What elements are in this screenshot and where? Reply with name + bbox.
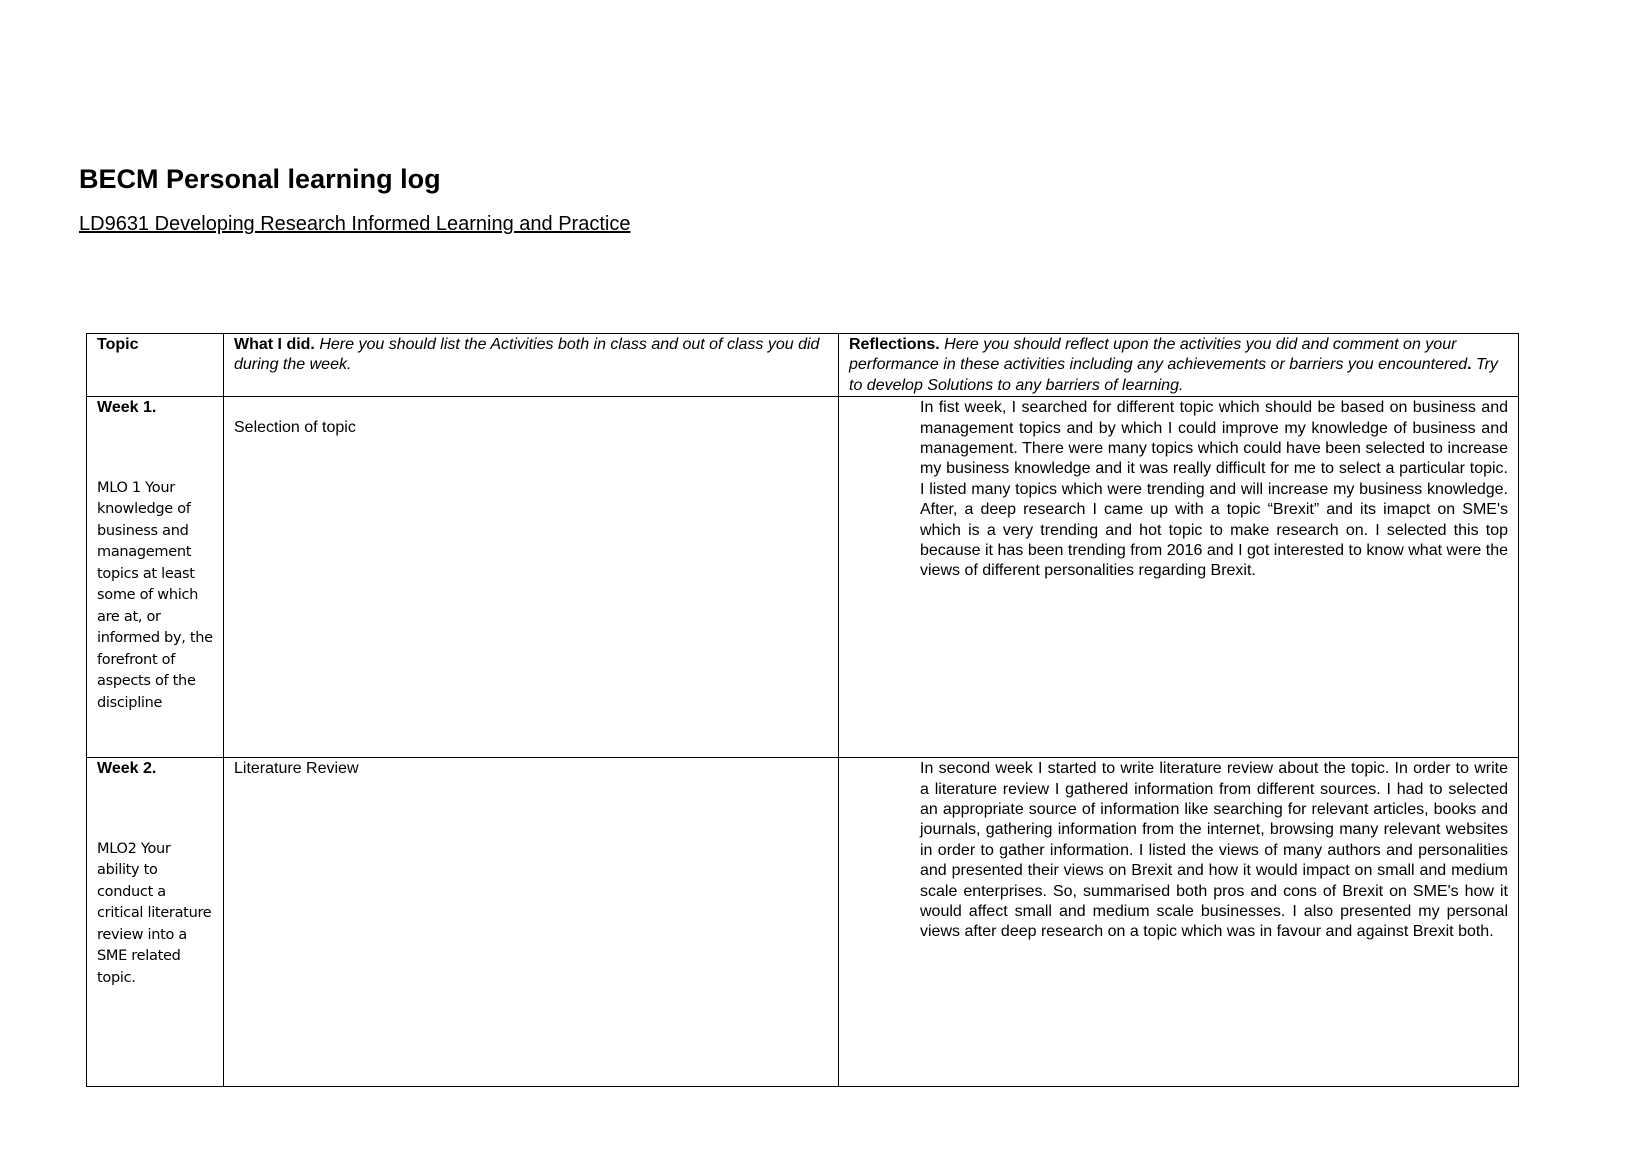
reflection-cell (839, 758, 1519, 1087)
header-topic-label: Topic (97, 336, 139, 353)
activity-cell (224, 397, 839, 758)
table-row (87, 397, 1519, 758)
header-what-i-did (224, 334, 839, 397)
reflection-text: In second week I started to write literature review about the topic. In order to write a literature review I gathered information from different sources. I had to selected an appropriate source of information like searching for relevant articles, books and journals, gathering information from the internet, browsing many relevant websites in order to gather information. I listed the views of many authors and personalities and presented their views on Brexit and how it would impact on small and medium scale enterprises. So, summarised both pros and cons of Brexit on SME's how it would affect small and medium scale businesses. I also presented my personal views after deep research on a topic which was in favour and against Brexit both. (920, 760, 1508, 941)
table-header-row (87, 334, 1519, 397)
reflection-text: In fist week, I searched for different topic which should be based on business and management topics and by which I could improve my knowledge of business and management. There were many topics which could have been selected to increase my business knowledge and it was really difficult for me to select a particular topic. I listed many topics which were trending and will increase my business knowledge. After, a deep research I came up with a topic “Brexit” and its imapct on SME's which is a very trending and hot topic to make research on. I selected this top because it has been trending from 2016 and I got interested to know what were the views of different personalities regarding Brexit. (920, 399, 1508, 580)
activity-text: Literature Review (234, 760, 359, 778)
header-refl-instructions-2: Try to develop Solutions to any barriers of learning. (849, 356, 1498, 394)
mlo-description: MLO 1 Your knowledge of business and management topics at least some of which are at, or informed by, the forefront of aspects of the discipline (97, 479, 213, 711)
activity-text: Selection of topic (234, 419, 356, 437)
week-label: Week 1. (97, 399, 157, 417)
header-what-instructions: Here you should list the Activities both in class and out of class you did during the week. (234, 336, 820, 374)
topic-cell (87, 758, 224, 1087)
table-row (87, 758, 1519, 1087)
mlo-description: MLO2 Your ability to conduct a critical literature review into a SME related topic. (97, 840, 212, 986)
header-refl-instructions: Here you should reflect upon the activities you did and comment on your performance in these activities including any achievements or barriers you encountered (849, 336, 1468, 374)
header-reflections (839, 334, 1519, 397)
header-refl-dot: . (1467, 356, 1472, 374)
header-what-bold: What I did. (234, 336, 315, 353)
page-title: BECM Personal learning log (79, 164, 441, 194)
activity-cell (224, 758, 839, 1087)
reflection-cell (839, 397, 1519, 758)
header-refl-bold: Reflections. (849, 336, 940, 353)
learning-log-table (86, 333, 1519, 1087)
week-label: Week 2. (97, 760, 157, 778)
header-topic (87, 334, 224, 397)
topic-cell (87, 397, 224, 758)
document-subtitle: LD9631 Developing Research Informed Learning and Practice (79, 213, 631, 235)
